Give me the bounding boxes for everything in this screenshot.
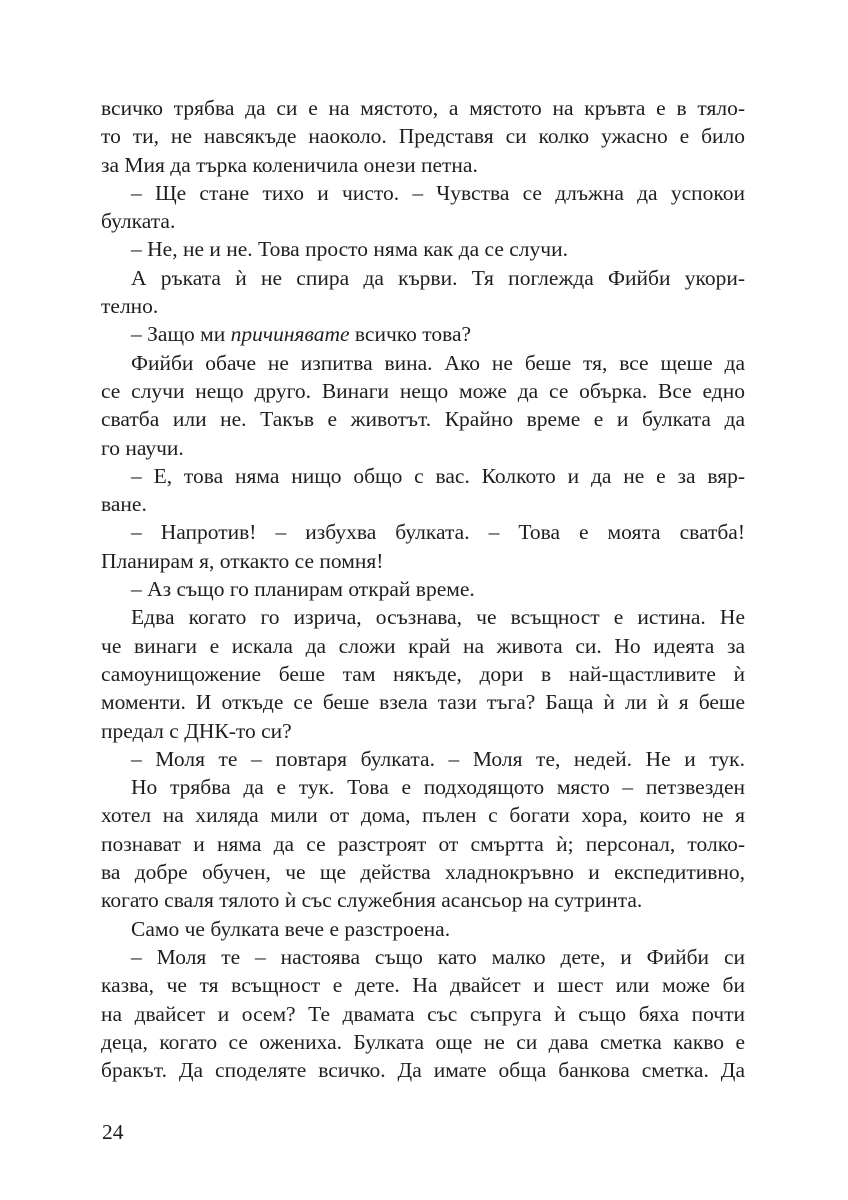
paragraph (101, 94, 745, 179)
text-segment: Фийби обаче не изпитва вина. Ако не беше тя, все щеше да (131, 350, 745, 375)
text-segment: всичко трябва да си е на мястото, а мястото на кръвта е в тяло- (101, 96, 745, 120)
text-segment: – Не, не и не. Това просто няма как да се случи. (131, 237, 568, 262)
text-segment: че винаги е искала да сложи край на живота си. Но идеята за (101, 633, 745, 658)
paragraph (101, 264, 745, 321)
text-line (101, 603, 745, 631)
text-segment: А ръката ѝ не спира да кърви. Тя поглежда Фийби укори- (131, 265, 745, 290)
page-text (101, 94, 745, 1084)
text-line (101, 858, 745, 886)
paragraph (101, 915, 745, 943)
text-line (101, 264, 745, 292)
text-line (101, 292, 745, 320)
text-line (101, 235, 745, 263)
text-segment: булката. (101, 209, 176, 234)
text-line (101, 773, 745, 801)
text-segment: се случи нещо друго. Винаги нещо може да се обърка. Все едно (101, 378, 745, 403)
text-line (101, 405, 745, 433)
text-segment: на двайсет и осем? Те двамата със съпруга ѝ също бяха почти (101, 1001, 745, 1026)
paragraph (101, 462, 745, 519)
text-segment: – Моля те – повтаря булката. – Моля те, недей. Не и тук. (131, 746, 745, 771)
text-line (101, 971, 745, 999)
text-segment: го научи. (101, 435, 184, 460)
paragraph (101, 518, 745, 575)
text-segment: Но трябва да е тук. Това е подходящото място – петзвезден (131, 775, 745, 800)
paragraph (101, 235, 745, 263)
paragraph (101, 943, 745, 1084)
paragraph (101, 575, 745, 603)
text-segment: самоунищожение беше там някъде, дори в най-щастливите ѝ (101, 661, 745, 686)
text-line (101, 1000, 745, 1028)
text-segment: предал с ДНК-то си? (101, 718, 292, 743)
text-line (101, 1028, 745, 1056)
text-segment: ване. (101, 492, 147, 517)
text-line (101, 122, 745, 150)
text-line (101, 462, 745, 490)
paragraph (101, 320, 745, 348)
text-line (101, 717, 745, 745)
text-line (101, 745, 745, 773)
text-segment: хотел на хиляда мили от дома, пълен с богати хора, които не я (101, 803, 745, 828)
text-line (101, 151, 745, 179)
text-segment: – Напротив! – избухва булката. – Това е моята сватба! (131, 520, 745, 545)
text-segment: бракът. Да споделяте всичко. Да имате обща банкова сметка. Да (101, 1058, 745, 1083)
text-segment: когато сваля тялото ѝ със служебния асансьор на сутринта. (101, 888, 643, 913)
text-segment: то ти, не навсякъде наоколо. Представя си колко ужасно е било (101, 124, 745, 149)
paragraph (101, 603, 745, 744)
text-segment: – Моля те – настоява също като малко дете, и Фийби си (131, 944, 745, 969)
text-line (101, 320, 745, 348)
text-segment: сватба или не. Такъв е животът. Крайно време е и булката да (101, 407, 745, 432)
text-line (101, 943, 745, 971)
text-line (101, 688, 745, 716)
text-line (101, 94, 745, 122)
text-line (101, 660, 745, 688)
text-segment: познават и няма да се разстроят от смъртта ѝ; персонал, толко- (101, 831, 745, 856)
paragraph (101, 349, 745, 462)
paragraph (101, 745, 745, 773)
text-line (101, 490, 745, 518)
text-line (101, 830, 745, 858)
text-segment: Едва когато го изрича, осъзнава, че всъщност е истина. Не (131, 605, 745, 630)
text-line (101, 349, 745, 377)
text-segment: – Ще стане тихо и чисто. – Чувства се длъжна да успокои (131, 180, 745, 205)
text-line (101, 632, 745, 660)
text-segment: Само че булката вече е разстроена. (131, 916, 451, 941)
text-line (101, 518, 745, 546)
text-segment: всичко това? (349, 322, 472, 347)
text-line (101, 915, 745, 943)
paragraph (101, 179, 745, 236)
text-segment: деца, когато се ожениха. Булката още не си дава сметка какво е (101, 1029, 745, 1054)
text-line (101, 207, 745, 235)
text-line (101, 434, 745, 462)
text-segment: Планирам я, откакто се помня! (101, 548, 384, 573)
text-segment: телно. (101, 294, 159, 319)
text-segment: за Мия да търка коленичила онези петна. (101, 152, 478, 177)
text-segment: – Е, това няма нищо общо с вас. Колкото и да не е за вяр- (131, 463, 745, 488)
text-segment: моменти. И откъде се беше взела тази тъга? Баща ѝ ли ѝ я беше (101, 690, 745, 715)
text-line (101, 179, 745, 207)
text-segment: – Аз също го планирам открай време. (131, 577, 475, 602)
text-line (101, 886, 745, 914)
text-line (101, 801, 745, 829)
page-number: 24 (102, 1120, 124, 1144)
paragraph (101, 773, 745, 914)
text-segment: казва, че тя всъщност е дете. На двайсет и шест или може би (101, 973, 745, 998)
text-line (101, 547, 745, 575)
text-line (101, 575, 745, 603)
text-segment: ва добре обучен, че ще действа хладнокръвно и експедитивно, (101, 860, 745, 885)
italic-text: причинявате (230, 322, 350, 347)
text-segment: – Защо ми (131, 322, 231, 347)
text-line (101, 377, 745, 405)
text-line (101, 1056, 745, 1084)
